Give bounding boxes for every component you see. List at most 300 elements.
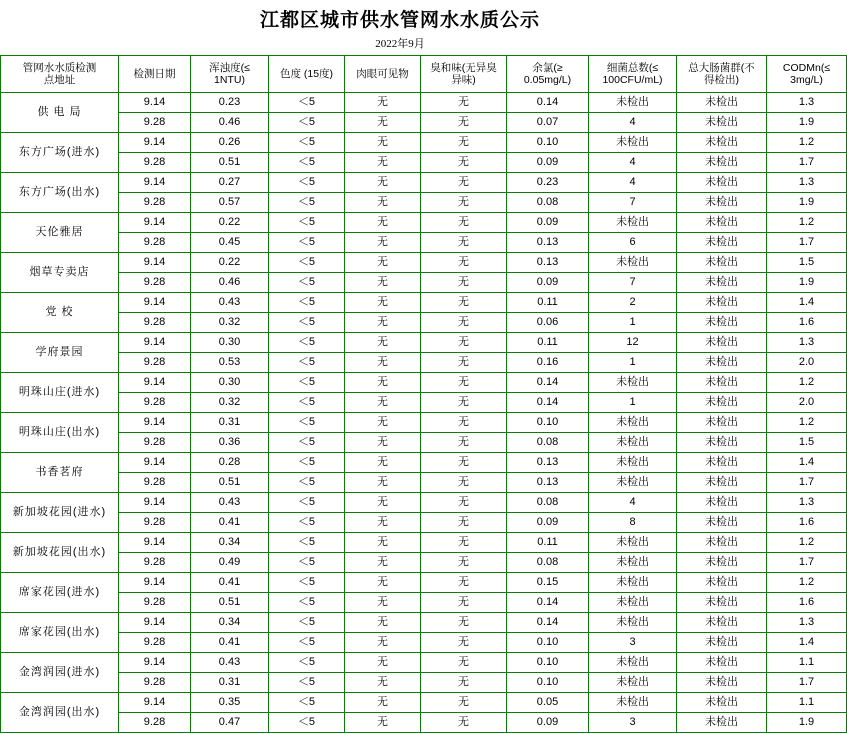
cell-odor: 无 <box>421 272 507 292</box>
header-line-1: 总大肠菌群(不 <box>688 61 755 74</box>
cell-chroma: ＜5 <box>269 432 345 452</box>
cell-coliform: 未检出 <box>677 232 767 252</box>
cell-odor: 无 <box>421 472 507 492</box>
cell-visible-matter: 无 <box>345 512 421 532</box>
cell-codmn: 1.5 <box>767 432 847 452</box>
cell-turbidity: 0.51 <box>191 472 269 492</box>
cell-codmn: 1.6 <box>767 592 847 612</box>
header-line-1: 余氯(≥ <box>532 61 563 74</box>
cell-turbidity: 0.32 <box>191 312 269 332</box>
water-quality-table <box>0 55 847 733</box>
cell-turbidity: 0.34 <box>191 612 269 632</box>
cell-residual-chlorine: 0.10 <box>507 132 589 152</box>
cell-codmn: 2.0 <box>767 392 847 412</box>
table-row <box>1 152 847 172</box>
cell-date: 9.14 <box>119 572 191 592</box>
cell-date: 9.28 <box>119 112 191 132</box>
table-row <box>1 212 847 232</box>
cell-coliform: 未检出 <box>677 612 767 632</box>
cell-visible-matter: 无 <box>345 612 421 632</box>
column-header-codmn <box>767 55 847 92</box>
cell-bacteria-count: 未检出 <box>589 212 677 232</box>
cell-residual-chlorine: 0.10 <box>507 412 589 432</box>
cell-turbidity: 0.41 <box>191 572 269 592</box>
cell-chroma: ＜5 <box>269 412 345 432</box>
cell-bacteria-count: 3 <box>589 712 677 732</box>
cell-turbidity: 0.41 <box>191 512 269 532</box>
table-row <box>1 672 847 692</box>
cell-site-name: 金湾润园(出水) <box>1 692 119 732</box>
table-row <box>1 172 847 192</box>
cell-coliform: 未检出 <box>677 132 767 152</box>
table-row <box>1 272 847 292</box>
cell-residual-chlorine: 0.23 <box>507 172 589 192</box>
cell-turbidity: 0.46 <box>191 112 269 132</box>
cell-chroma: ＜5 <box>269 632 345 652</box>
cell-residual-chlorine: 0.11 <box>507 292 589 312</box>
cell-site-name: 书香茗府 <box>1 452 119 492</box>
cell-visible-matter: 无 <box>345 172 421 192</box>
cell-residual-chlorine: 0.10 <box>507 672 589 692</box>
cell-visible-matter: 无 <box>345 232 421 252</box>
cell-chroma: ＜5 <box>269 152 345 172</box>
cell-odor: 无 <box>421 172 507 192</box>
cell-turbidity: 0.26 <box>191 132 269 152</box>
cell-visible-matter: 无 <box>345 312 421 332</box>
cell-chroma: ＜5 <box>269 132 345 152</box>
cell-date: 9.28 <box>119 512 191 532</box>
cell-residual-chlorine: 0.13 <box>507 252 589 272</box>
cell-coliform: 未检出 <box>677 192 767 212</box>
cell-bacteria-count: 6 <box>589 232 677 252</box>
cell-residual-chlorine: 0.14 <box>507 92 589 112</box>
cell-turbidity: 0.23 <box>191 92 269 112</box>
cell-chroma: ＜5 <box>269 572 345 592</box>
cell-codmn: 1.7 <box>767 152 847 172</box>
cell-codmn: 1.6 <box>767 512 847 532</box>
cell-residual-chlorine: 0.14 <box>507 372 589 392</box>
cell-coliform: 未检出 <box>677 332 767 352</box>
cell-bacteria-count: 未检出 <box>589 692 677 712</box>
cell-bacteria-count: 2 <box>589 292 677 312</box>
cell-codmn: 1.3 <box>767 172 847 192</box>
cell-odor: 无 <box>421 672 507 692</box>
cell-coliform: 未检出 <box>677 372 767 392</box>
cell-odor: 无 <box>421 372 507 392</box>
header-line-1: 浑浊度(≤ <box>209 61 250 74</box>
cell-coliform: 未检出 <box>677 572 767 592</box>
cell-chroma: ＜5 <box>269 352 345 372</box>
cell-chroma: ＜5 <box>269 212 345 232</box>
cell-turbidity: 0.34 <box>191 532 269 552</box>
cell-date: 9.14 <box>119 292 191 312</box>
cell-turbidity: 0.43 <box>191 652 269 672</box>
cell-coliform: 未检出 <box>677 292 767 312</box>
table-row <box>1 392 847 412</box>
cell-visible-matter: 无 <box>345 92 421 112</box>
cell-chroma: ＜5 <box>269 712 345 732</box>
cell-residual-chlorine: 0.07 <box>507 112 589 132</box>
page-subtitle: 2022年9月 <box>375 37 425 50</box>
cell-codmn: 1.1 <box>767 652 847 672</box>
table-body <box>1 92 847 732</box>
cell-chroma: ＜5 <box>269 92 345 112</box>
cell-residual-chlorine: 0.13 <box>507 232 589 252</box>
cell-codmn: 1.2 <box>767 372 847 392</box>
cell-date: 9.28 <box>119 592 191 612</box>
table-row <box>1 592 847 612</box>
cell-residual-chlorine: 0.14 <box>507 592 589 612</box>
cell-turbidity: 0.36 <box>191 432 269 452</box>
cell-residual-chlorine: 0.16 <box>507 352 589 372</box>
cell-turbidity: 0.30 <box>191 372 269 392</box>
cell-visible-matter: 无 <box>345 452 421 472</box>
cell-codmn: 1.2 <box>767 132 847 152</box>
table-row <box>1 472 847 492</box>
column-header-coliform <box>677 55 767 92</box>
cell-bacteria-count: 1 <box>589 352 677 372</box>
table-row <box>1 532 847 552</box>
cell-bacteria-count: 未检出 <box>589 412 677 432</box>
cell-chroma: ＜5 <box>269 232 345 252</box>
cell-codmn: 1.2 <box>767 572 847 592</box>
cell-codmn: 1.1 <box>767 692 847 712</box>
cell-turbidity: 0.31 <box>191 672 269 692</box>
cell-coliform: 未检出 <box>677 712 767 732</box>
header-line-1: 臭和味(无异臭 <box>430 61 497 74</box>
cell-date: 9.28 <box>119 192 191 212</box>
cell-site-name: 新加坡花园(出水) <box>1 532 119 572</box>
cell-coliform: 未检出 <box>677 172 767 192</box>
cell-odor: 无 <box>421 712 507 732</box>
header-line-1: 色度 (15度) <box>279 67 334 80</box>
cell-visible-matter: 无 <box>345 352 421 372</box>
cell-odor: 无 <box>421 312 507 332</box>
cell-chroma: ＜5 <box>269 292 345 312</box>
cell-odor: 无 <box>421 592 507 612</box>
cell-coliform: 未检出 <box>677 552 767 572</box>
cell-bacteria-count: 未检出 <box>589 592 677 612</box>
cell-turbidity: 0.51 <box>191 152 269 172</box>
cell-site-name: 明珠山庄(进水) <box>1 372 119 412</box>
cell-residual-chlorine: 0.14 <box>507 612 589 632</box>
table-row <box>1 132 847 152</box>
cell-turbidity: 0.53 <box>191 352 269 372</box>
table-header <box>1 55 847 92</box>
table-row <box>1 632 847 652</box>
cell-date: 9.28 <box>119 272 191 292</box>
cell-residual-chlorine: 0.13 <box>507 472 589 492</box>
cell-turbidity: 0.41 <box>191 632 269 652</box>
cell-residual-chlorine: 0.09 <box>507 212 589 232</box>
cell-odor: 无 <box>421 652 507 672</box>
cell-bacteria-count: 8 <box>589 512 677 532</box>
table-row <box>1 312 847 332</box>
cell-bacteria-count: 7 <box>589 192 677 212</box>
cell-visible-matter: 无 <box>345 712 421 732</box>
cell-odor: 无 <box>421 412 507 432</box>
cell-residual-chlorine: 0.13 <box>507 452 589 472</box>
cell-bacteria-count: 未检出 <box>589 452 677 472</box>
cell-odor: 无 <box>421 612 507 632</box>
cell-date: 9.28 <box>119 232 191 252</box>
table-row <box>1 612 847 632</box>
cell-chroma: ＜5 <box>269 172 345 192</box>
cell-coliform: 未检出 <box>677 412 767 432</box>
cell-chroma: ＜5 <box>269 272 345 292</box>
cell-turbidity: 0.35 <box>191 692 269 712</box>
header-line-1: 管网水水质检测 <box>22 61 97 74</box>
cell-site-name: 金湾润园(进水) <box>1 652 119 692</box>
header-line-2: 3mg/L) <box>790 73 823 86</box>
table-row <box>1 112 847 132</box>
cell-codmn: 1.3 <box>767 612 847 632</box>
cell-residual-chlorine: 0.08 <box>507 552 589 572</box>
cell-coliform: 未检出 <box>677 652 767 672</box>
column-header-site <box>1 55 119 92</box>
cell-odor: 无 <box>421 132 507 152</box>
cell-chroma: ＜5 <box>269 112 345 132</box>
cell-visible-matter: 无 <box>345 472 421 492</box>
header-line-2: 0.05mg/L) <box>523 73 572 86</box>
cell-odor: 无 <box>421 252 507 272</box>
cell-date: 9.28 <box>119 632 191 652</box>
cell-chroma: ＜5 <box>269 652 345 672</box>
cell-bacteria-count: 7 <box>589 272 677 292</box>
cell-codmn: 1.7 <box>767 552 847 572</box>
cell-turbidity: 0.27 <box>191 172 269 192</box>
cell-coliform: 未检出 <box>677 512 767 532</box>
header-line-1: 细菌总数(≤ <box>606 61 659 74</box>
cell-date: 9.14 <box>119 652 191 672</box>
cell-codmn: 1.7 <box>767 472 847 492</box>
cell-bacteria-count: 1 <box>589 312 677 332</box>
cell-codmn: 1.3 <box>767 332 847 352</box>
cell-visible-matter: 无 <box>345 272 421 292</box>
cell-residual-chlorine: 0.08 <box>507 192 589 212</box>
cell-turbidity: 0.57 <box>191 192 269 212</box>
cell-codmn: 1.2 <box>767 532 847 552</box>
cell-codmn: 1.9 <box>767 272 847 292</box>
cell-coliform: 未检出 <box>677 392 767 412</box>
table-row <box>1 692 847 712</box>
cell-residual-chlorine: 0.14 <box>507 392 589 412</box>
cell-visible-matter: 无 <box>345 112 421 132</box>
cell-visible-matter: 无 <box>345 552 421 572</box>
cell-codmn: 1.3 <box>767 92 847 112</box>
cell-visible-matter: 无 <box>345 192 421 212</box>
cell-visible-matter: 无 <box>345 632 421 652</box>
cell-coliform: 未检出 <box>677 432 767 452</box>
cell-codmn: 1.3 <box>767 492 847 512</box>
header-row <box>1 55 847 92</box>
cell-codmn: 1.2 <box>767 412 847 432</box>
cell-site-name: 天伦雅居 <box>1 212 119 252</box>
table-row <box>1 432 847 452</box>
table-row <box>1 572 847 592</box>
cell-date: 9.28 <box>119 152 191 172</box>
cell-bacteria-count: 未检出 <box>589 92 677 112</box>
cell-codmn: 1.7 <box>767 672 847 692</box>
cell-odor: 无 <box>421 552 507 572</box>
cell-site-name: 烟草专卖店 <box>1 252 119 292</box>
cell-date: 9.14 <box>119 252 191 272</box>
cell-residual-chlorine: 0.09 <box>507 512 589 532</box>
cell-chroma: ＜5 <box>269 532 345 552</box>
cell-turbidity: 0.45 <box>191 232 269 252</box>
cell-odor: 无 <box>421 572 507 592</box>
cell-odor: 无 <box>421 532 507 552</box>
cell-date: 9.14 <box>119 612 191 632</box>
cell-codmn: 1.5 <box>767 252 847 272</box>
cell-residual-chlorine: 0.15 <box>507 572 589 592</box>
cell-odor: 无 <box>421 112 507 132</box>
cell-chroma: ＜5 <box>269 372 345 392</box>
cell-chroma: ＜5 <box>269 592 345 612</box>
header-line-1: CODMn(≤ <box>782 61 831 74</box>
cell-visible-matter: 无 <box>345 592 421 612</box>
cell-coliform: 未检出 <box>677 452 767 472</box>
column-header-bacteria-count <box>589 55 677 92</box>
cell-turbidity: 0.49 <box>191 552 269 572</box>
cell-date: 9.14 <box>119 532 191 552</box>
cell-chroma: ＜5 <box>269 192 345 212</box>
cell-visible-matter: 无 <box>345 212 421 232</box>
cell-coliform: 未检出 <box>677 592 767 612</box>
table-row <box>1 292 847 312</box>
cell-site-name: 席家花园(出水) <box>1 612 119 652</box>
cell-date: 9.28 <box>119 392 191 412</box>
cell-visible-matter: 无 <box>345 412 421 432</box>
table-row <box>1 92 847 112</box>
cell-residual-chlorine: 0.09 <box>507 152 589 172</box>
table-row <box>1 552 847 572</box>
cell-turbidity: 0.22 <box>191 212 269 232</box>
cell-site-name: 明珠山庄(出水) <box>1 412 119 452</box>
cell-date: 9.14 <box>119 372 191 392</box>
cell-residual-chlorine: 0.10 <box>507 632 589 652</box>
cell-date: 9.28 <box>119 552 191 572</box>
cell-turbidity: 0.47 <box>191 712 269 732</box>
cell-residual-chlorine: 0.11 <box>507 532 589 552</box>
cell-visible-matter: 无 <box>345 672 421 692</box>
cell-turbidity: 0.46 <box>191 272 269 292</box>
cell-turbidity: 0.28 <box>191 452 269 472</box>
table-row <box>1 252 847 272</box>
cell-bacteria-count: 3 <box>589 632 677 652</box>
header-line-2: 异味) <box>451 73 476 86</box>
cell-date: 9.28 <box>119 432 191 452</box>
cell-bacteria-count: 4 <box>589 492 677 512</box>
table-row <box>1 412 847 432</box>
column-header-odor <box>421 55 507 92</box>
table-row <box>1 232 847 252</box>
cell-chroma: ＜5 <box>269 472 345 492</box>
header-line-2: 100CFU/mL) <box>602 73 663 86</box>
cell-odor: 无 <box>421 92 507 112</box>
column-header-date <box>119 55 191 92</box>
cell-bacteria-count: 未检出 <box>589 652 677 672</box>
cell-visible-matter: 无 <box>345 392 421 412</box>
cell-odor: 无 <box>421 692 507 712</box>
cell-coliform: 未检出 <box>677 312 767 332</box>
table-row <box>1 512 847 532</box>
cell-chroma: ＜5 <box>269 692 345 712</box>
cell-coliform: 未检出 <box>677 112 767 132</box>
table-row <box>1 332 847 352</box>
cell-turbidity: 0.51 <box>191 592 269 612</box>
cell-visible-matter: 无 <box>345 492 421 512</box>
cell-bacteria-count: 未检出 <box>589 472 677 492</box>
cell-odor: 无 <box>421 292 507 312</box>
table-row <box>1 452 847 472</box>
cell-visible-matter: 无 <box>345 692 421 712</box>
cell-odor: 无 <box>421 232 507 252</box>
cell-odor: 无 <box>421 352 507 372</box>
cell-bacteria-count: 4 <box>589 112 677 132</box>
cell-residual-chlorine: 0.11 <box>507 332 589 352</box>
cell-site-name: 党 校 <box>1 292 119 332</box>
cell-turbidity: 0.31 <box>191 412 269 432</box>
cell-visible-matter: 无 <box>345 372 421 392</box>
cell-codmn: 1.2 <box>767 212 847 232</box>
cell-codmn: 1.6 <box>767 312 847 332</box>
cell-bacteria-count: 1 <box>589 392 677 412</box>
cell-residual-chlorine: 0.06 <box>507 312 589 332</box>
cell-codmn: 1.4 <box>767 292 847 312</box>
cell-coliform: 未检出 <box>677 252 767 272</box>
cell-odor: 无 <box>421 152 507 172</box>
cell-residual-chlorine: 0.09 <box>507 712 589 732</box>
cell-chroma: ＜5 <box>269 392 345 412</box>
cell-visible-matter: 无 <box>345 292 421 312</box>
column-header-chroma <box>269 55 345 92</box>
cell-bacteria-count: 未检出 <box>589 672 677 692</box>
cell-bacteria-count: 12 <box>589 332 677 352</box>
cell-chroma: ＜5 <box>269 552 345 572</box>
cell-turbidity: 0.43 <box>191 492 269 512</box>
cell-coliform: 未检出 <box>677 152 767 172</box>
cell-chroma: ＜5 <box>269 452 345 472</box>
cell-odor: 无 <box>421 332 507 352</box>
cell-date: 9.14 <box>119 412 191 432</box>
cell-chroma: ＜5 <box>269 332 345 352</box>
cell-odor: 无 <box>421 212 507 232</box>
cell-bacteria-count: 未检出 <box>589 532 677 552</box>
header-line-2: 点地址 <box>43 73 76 86</box>
cell-bacteria-count: 未检出 <box>589 552 677 572</box>
cell-odor: 无 <box>421 492 507 512</box>
cell-bacteria-count: 未检出 <box>589 132 677 152</box>
cell-coliform: 未检出 <box>677 532 767 552</box>
cell-residual-chlorine: 0.10 <box>507 652 589 672</box>
cell-date: 9.28 <box>119 352 191 372</box>
cell-site-name: 学府景园 <box>1 332 119 372</box>
table-row <box>1 352 847 372</box>
header-line-2: 1NTU) <box>214 73 245 86</box>
header-line-2: 得检出) <box>704 73 739 86</box>
cell-codmn: 1.9 <box>767 712 847 732</box>
cell-odor: 无 <box>421 632 507 652</box>
cell-date: 9.14 <box>119 92 191 112</box>
cell-odor: 无 <box>421 432 507 452</box>
cell-bacteria-count: 未检出 <box>589 432 677 452</box>
cell-chroma: ＜5 <box>269 492 345 512</box>
cell-coliform: 未检出 <box>677 212 767 232</box>
cell-bacteria-count: 未检出 <box>589 572 677 592</box>
header-line-1: 肉眼可见物 <box>356 67 409 80</box>
cell-date: 9.28 <box>119 712 191 732</box>
